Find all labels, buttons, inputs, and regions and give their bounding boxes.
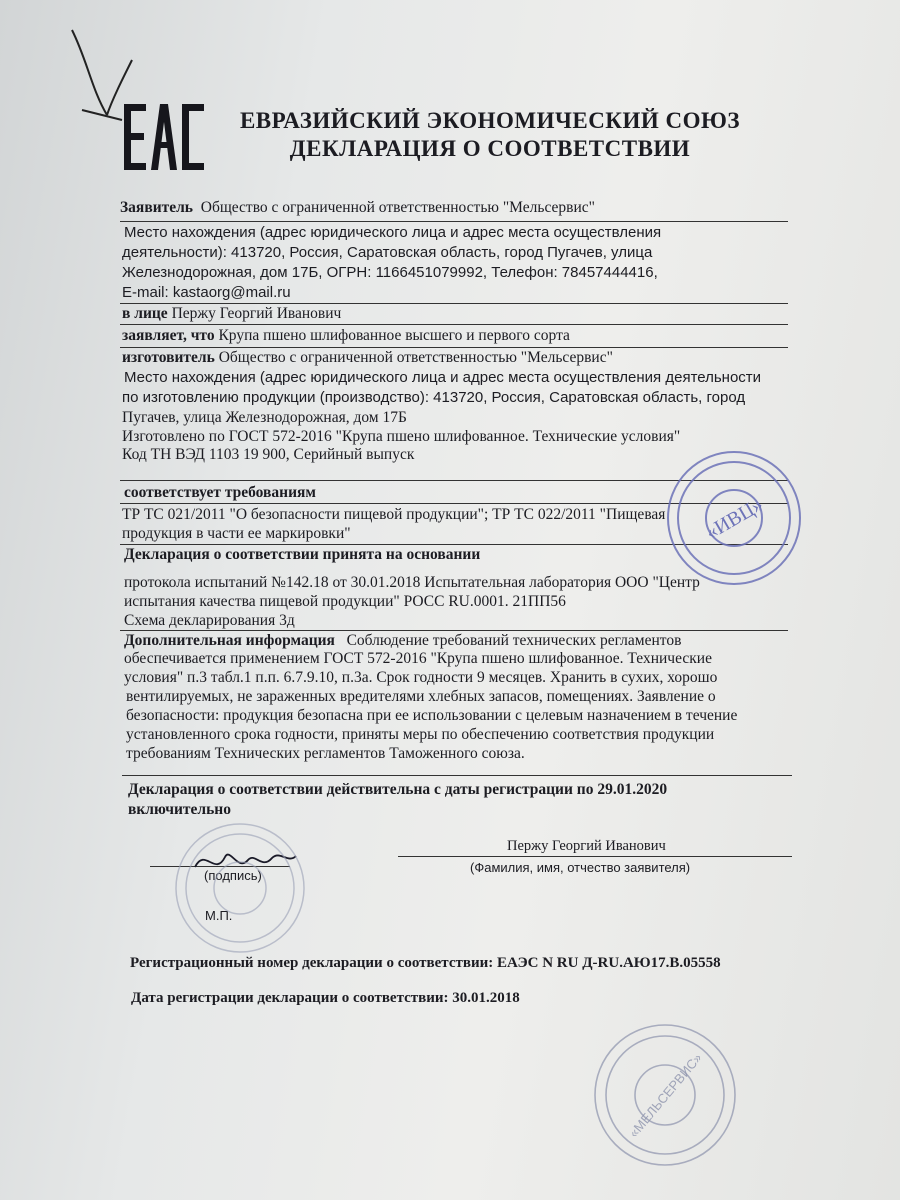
lab-stamp-text: «ИВЦ» xyxy=(702,493,767,544)
registration-date: Дата регистрации декларации о соответствии: 30.01.2018 xyxy=(131,990,520,1006)
declaration-title: ДЕКЛАРАЦИЯ О СООТВЕТСТВИИ xyxy=(289,136,691,161)
signature-caption: (подпись) xyxy=(204,868,262,883)
additional-line: установленного срока годности, приняты меры по обеспечению соответствия продукции xyxy=(126,726,715,743)
additional-line: безопасности: продукция безопасна при ее использовании с целевым назначением в течение xyxy=(126,707,738,724)
name-line xyxy=(398,856,792,857)
union-title: ЕВРАЗИЙСКИЙ ЭКОНОМИЧЕСКИЙ СОЮЗ xyxy=(239,108,741,133)
applicant-value: Общество с ограниченной ответственностью "Мельсервис" xyxy=(200,199,595,216)
person-row xyxy=(122,305,341,323)
additional-line: требованиям Технических регламентов Таможенного союза. xyxy=(126,745,525,762)
basis-label: Декларация о соответствии принята на основании xyxy=(124,546,481,563)
manufacturer-address-line: Пугачев, улица Железнодорожная, дом 17Б xyxy=(122,409,407,426)
applicant-address-line: Место нахождения (адрес юридического лица и адрес места осуществления xyxy=(124,224,662,241)
name-caption: (Фамилия, имя, отчество заявителя) xyxy=(470,860,691,875)
additional-row xyxy=(124,632,681,650)
additional-line: обеспечивается применением ГОСТ 572-2016 "Крупа пшено шлифованное. Технические xyxy=(124,650,712,667)
applicant-address-line: деятельности): 413720, Россия, Саратовская область, город Пугачев, улица xyxy=(122,244,653,261)
applicant-address-line: E-mail: kastaorg@mail.ru xyxy=(122,284,291,301)
divider xyxy=(120,347,788,348)
validity-line: включительно xyxy=(128,801,231,818)
company-stamp-under-signature xyxy=(170,818,310,958)
divider xyxy=(122,775,792,776)
requirements-label: соответствует требованиям xyxy=(124,484,316,501)
applicant-address-line: Железнодорожная, дом 17Б, ОГРН: 1166451079992, Телефон: 78457444416, xyxy=(122,264,658,281)
manufacturer-address-line: Место нахождения (адрес юридического лица и адрес места осуществления деятельности xyxy=(124,369,762,386)
manufacturer-row xyxy=(122,349,613,367)
divider xyxy=(120,324,788,325)
applicant-row xyxy=(120,199,595,217)
registration-number: Регистрационный номер декларации о соответствии: ЕАЭС N RU Д-RU.АЮ17.В.05558 xyxy=(130,955,721,971)
declares-value: Крупа пшено шлифованное высшего и первого сорта xyxy=(218,327,570,344)
manufacturer-value: Общество с ограниченной ответственностью "Мельсервис" xyxy=(218,349,613,366)
applicant-name: Пержу Георгий Иванович xyxy=(507,838,666,854)
requirements-line: продукция в части ее маркировки" xyxy=(122,525,351,542)
code-line: Код ТН ВЭД 1103 19 900, Серийный выпуск xyxy=(122,446,415,463)
manufacturer-label: изготовитель xyxy=(122,349,215,366)
requirements-line: ТР ТС 021/2011 "О безопасности пищевой продукции"; ТР ТС 022/2011 "Пищевая xyxy=(122,506,666,523)
additional-line: условия" п.3 табл.1 п.п. 6.7.9.10, п.3а. Срок годности 9 месяцев. Хранить в сухих, хорошо xyxy=(124,669,718,686)
manufacturer-address-line: по изготовлению продукции (производство): 413720, Россия, Саратовская область, город xyxy=(122,389,746,406)
company-stamp-text: «МЕЛЬСЕРВИС» xyxy=(625,1050,705,1141)
additional-line: вентилируемых, не зараженных вредителями хлебных запасов, помещениях. Заявление о xyxy=(126,688,716,705)
basis-line: протокола испытаний №142.18 от 30.01.2018 Испытательная лаборатория ООО "Центр xyxy=(124,574,700,591)
basis-line: Схема декларирования 3д xyxy=(124,612,295,629)
declares-row xyxy=(122,327,570,345)
divider xyxy=(120,221,788,222)
declares-label: заявляет, что xyxy=(122,327,215,344)
additional-first-line: Соблюдение требований технических регламентов xyxy=(346,632,682,649)
divider xyxy=(120,303,788,304)
additional-label: Дополнительная информация xyxy=(124,632,335,649)
divider xyxy=(120,630,788,631)
basis-line: испытания качества пищевой продукции" РОСС RU.0001. 21ПП56 xyxy=(124,593,566,610)
person-value: Пержу Георгий Иванович xyxy=(171,305,342,322)
made-by-line: Изготовлено по ГОСТ 572-2016 "Крупа пшено шлифованное. Технические условия" xyxy=(122,428,681,445)
person-label: в лице xyxy=(122,305,168,322)
lab-stamp xyxy=(664,448,804,588)
seal-caption: М.П. xyxy=(205,908,233,923)
company-stamp xyxy=(590,1020,740,1170)
applicant-label: Заявитель xyxy=(120,199,194,216)
validity-line: Декларация о соответствии действительна с даты регистрации по 29.01.2020 xyxy=(128,781,668,798)
